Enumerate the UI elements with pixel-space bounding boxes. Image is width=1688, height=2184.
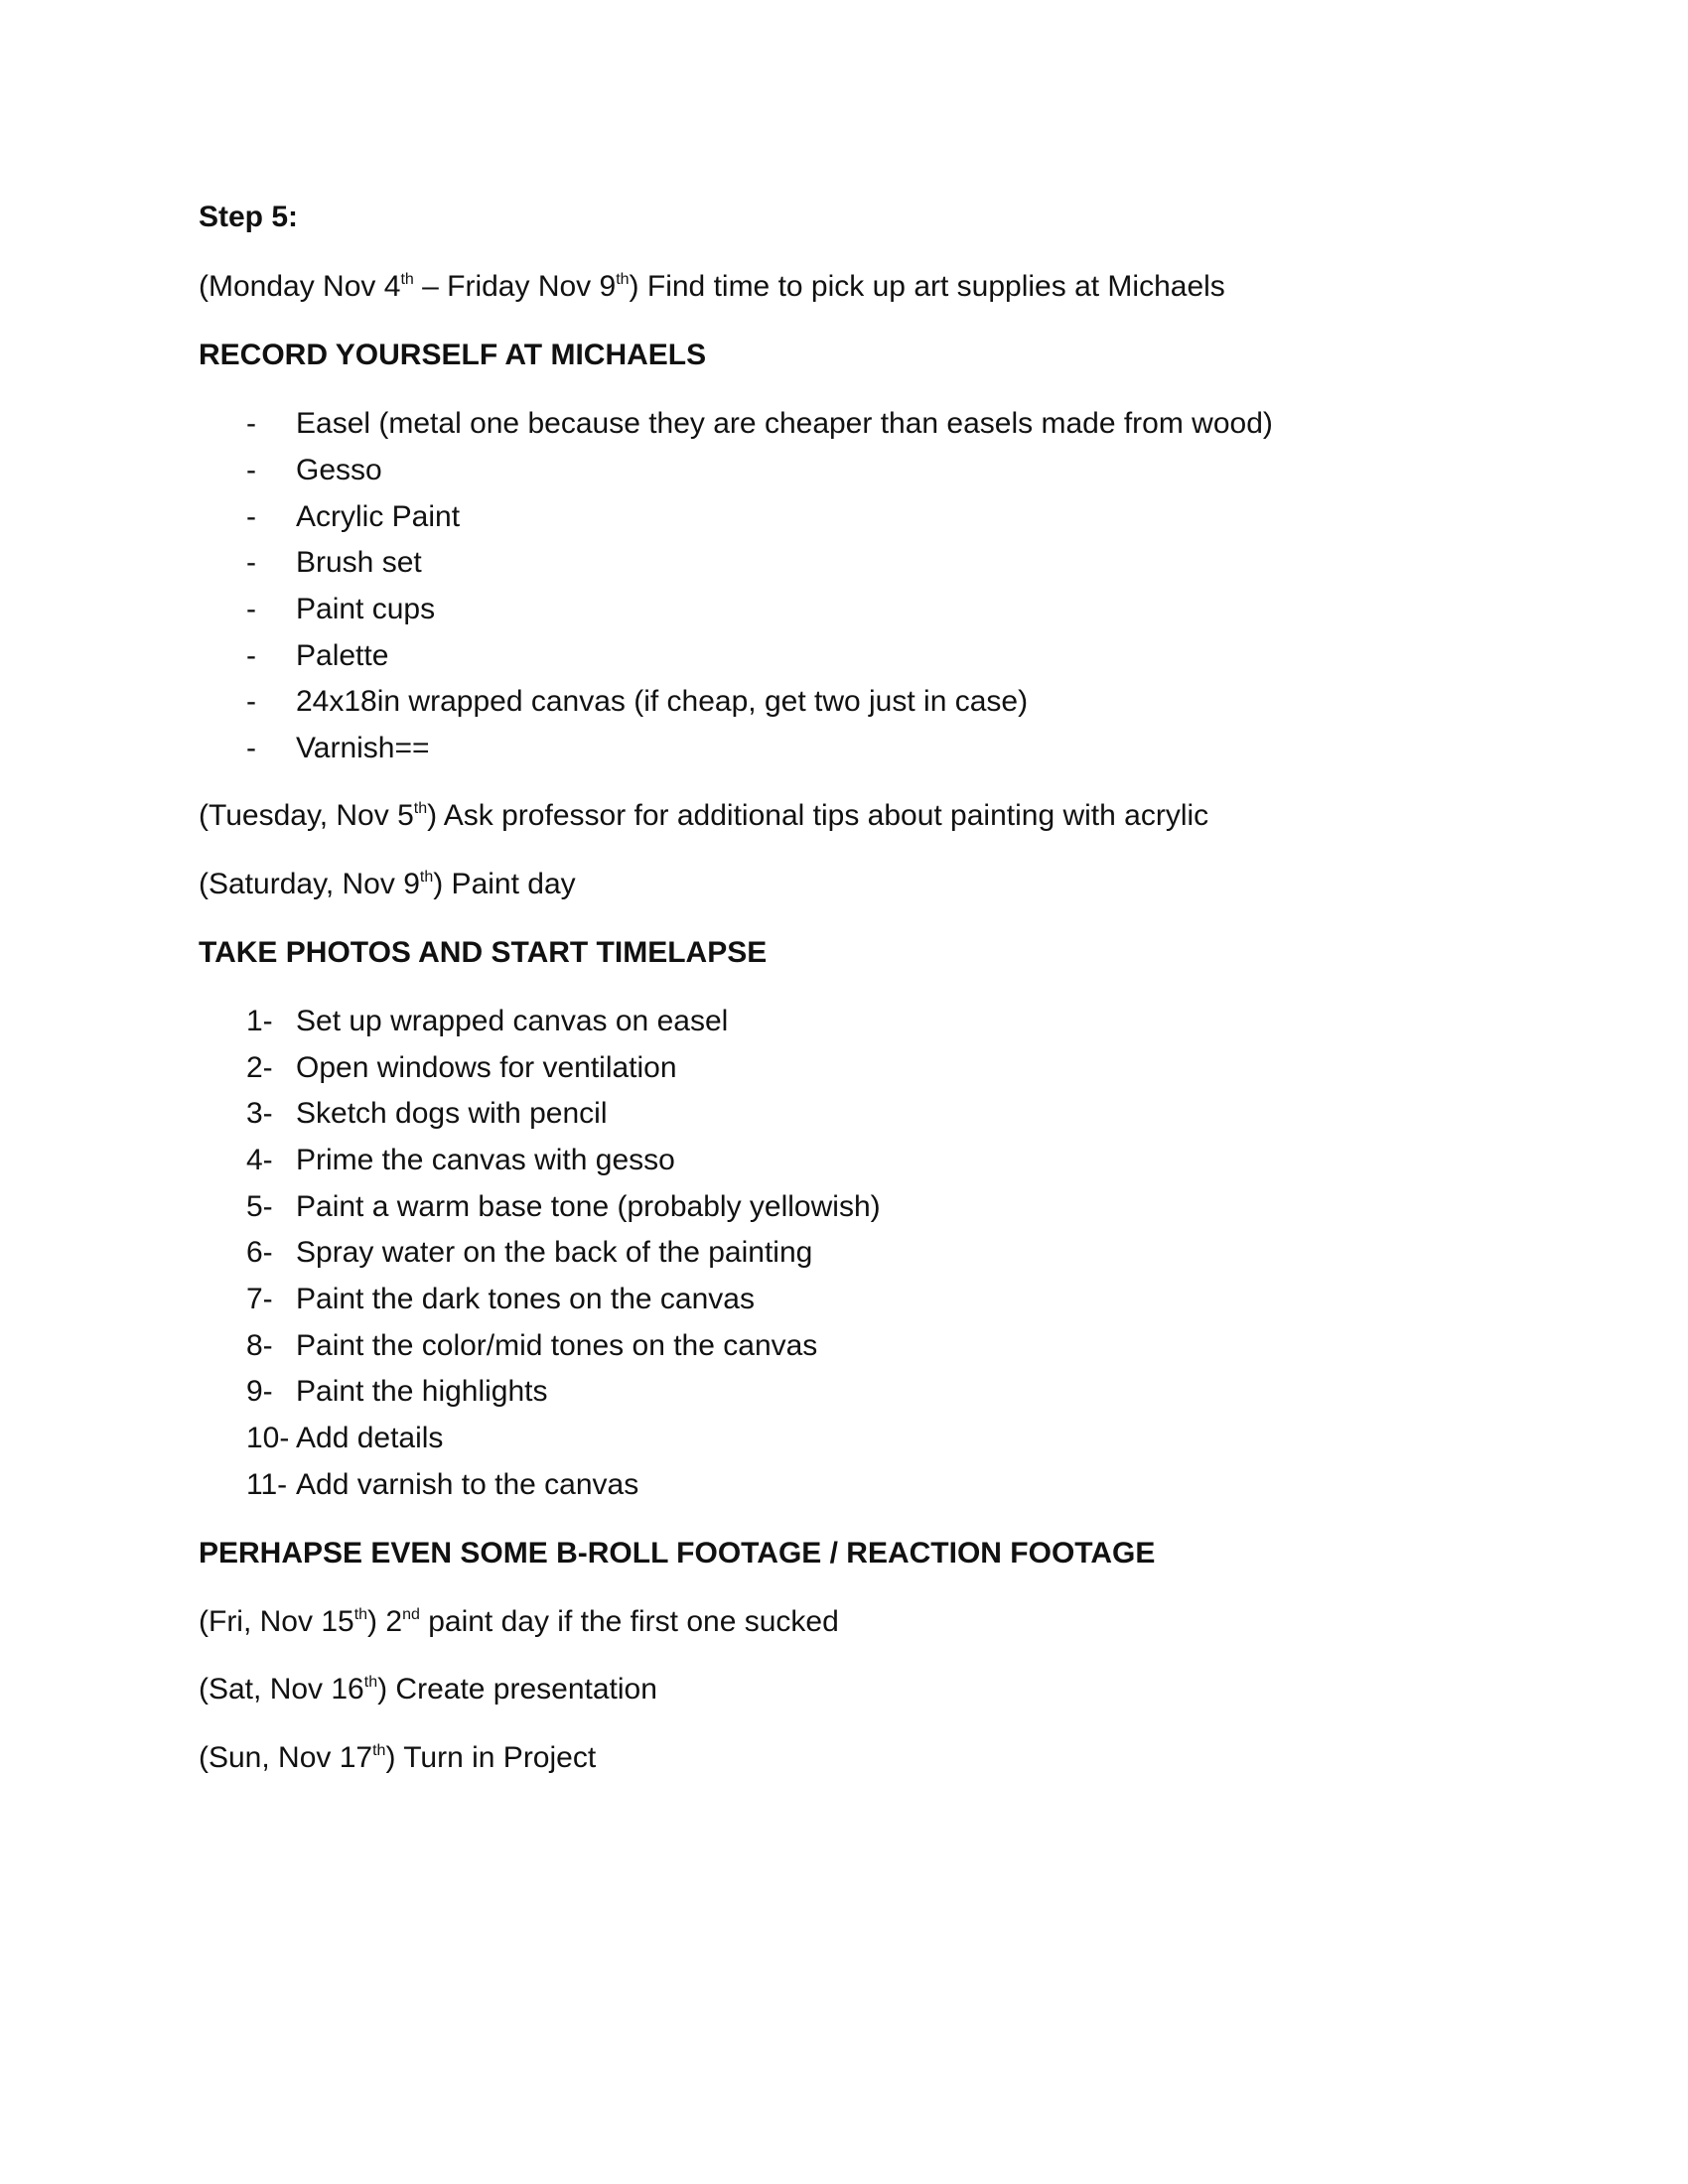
step-text: Paint the dark tones on the canvas <box>296 1283 755 1315</box>
list-item-text: Palette <box>296 639 389 672</box>
step-number: 9- <box>246 1375 273 1408</box>
step-number: 6- <box>246 1236 273 1269</box>
step-number: 11- <box>246 1468 288 1501</box>
step-number: 5- <box>246 1190 273 1223</box>
presentation-line <box>199 1672 657 1707</box>
list-item <box>246 731 430 766</box>
list-item <box>246 1096 608 1132</box>
paint-day-prefix: (Saturday, Nov 9 <box>199 868 420 900</box>
tips-suffix: ) Ask professor for additional tips about painting with acrylic <box>427 799 1209 832</box>
step-number: 3- <box>246 1097 273 1130</box>
list-item-text: Brush set <box>296 546 422 579</box>
list-item <box>246 499 460 535</box>
list-item <box>246 1004 728 1039</box>
list-item <box>246 638 388 674</box>
turn-in-sup: th <box>372 1742 386 1759</box>
step-text: Set up wrapped canvas on easel <box>296 1005 729 1037</box>
list-item <box>246 1421 443 1456</box>
supplies-date-suffix: ) Find time to pick up art supplies at Michaels <box>629 270 1225 303</box>
list-item <box>246 545 422 581</box>
supplies-date-sup2: th <box>616 271 630 288</box>
list-item <box>246 1189 881 1225</box>
paint-day-suffix: ) Paint day <box>433 868 576 900</box>
turn-in-line <box>199 1740 596 1776</box>
step-text: Paint a warm base tone (probably yellowish) <box>296 1190 881 1223</box>
presentation-sup: th <box>363 1674 378 1691</box>
step-text: Spray water on the back of the painting <box>296 1236 813 1269</box>
list-item <box>246 1374 548 1410</box>
bullet-marker: - <box>246 685 256 718</box>
supplies-date-prefix: (Monday Nov 4 <box>199 270 401 303</box>
list-item <box>246 684 1028 720</box>
bullet-marker: - <box>246 593 256 625</box>
step-number: 8- <box>246 1329 273 1362</box>
step-heading: Step 5: <box>199 201 299 233</box>
second-day-prefix: (Fri, Nov 15 <box>199 1605 354 1638</box>
bullet-marker: - <box>246 639 256 672</box>
step-number: 2- <box>246 1051 273 1084</box>
step-text: Open windows for ventilation <box>296 1051 677 1084</box>
bullet-marker: - <box>246 407 256 440</box>
bullet-marker: - <box>246 454 256 486</box>
paint-day-line <box>199 867 576 902</box>
heading-photos: TAKE PHOTOS AND START TIMELAPSE <box>199 936 768 969</box>
supplies-date-mid: – Friday Nov 9 <box>413 270 617 303</box>
second-day-line <box>199 1604 839 1640</box>
turn-in-prefix: (Sun, Nov 17 <box>199 1741 373 1774</box>
heading-broll: PERHAPSE EVEN SOME B-ROLL FOOTAGE / REACTION FOOTAGE <box>199 1537 1156 1570</box>
step-text: Prime the canvas with gesso <box>296 1144 675 1176</box>
tips-line <box>199 798 1208 834</box>
heading-record: RECORD YOURSELF AT MICHAELS <box>199 339 707 371</box>
presentation-suffix: ) Create presentation <box>377 1673 657 1706</box>
tips-sup: th <box>413 800 428 817</box>
list-item <box>246 1143 675 1178</box>
list-item <box>246 1235 812 1271</box>
step-text: Sketch dogs with pencil <box>296 1097 608 1130</box>
list-item-text: Varnish== <box>296 732 430 764</box>
second-day-sup2: nd <box>402 1606 420 1623</box>
presentation-prefix: (Sat, Nov 16 <box>199 1673 364 1706</box>
step-number: 7- <box>246 1283 273 1315</box>
step-text: Paint the highlights <box>296 1375 548 1408</box>
turn-in-suffix: ) Turn in Project <box>385 1741 597 1774</box>
supplies-date-line <box>199 269 1225 305</box>
list-item-text: Gesso <box>296 454 382 486</box>
second-day-mid: ) 2 <box>367 1605 403 1638</box>
supplies-date-sup1: th <box>400 271 414 288</box>
list-item-text: Acrylic Paint <box>296 500 461 533</box>
step-number: 1- <box>246 1005 273 1037</box>
list-item <box>246 453 382 488</box>
tips-prefix: (Tuesday, Nov 5 <box>199 799 414 832</box>
list-item <box>246 1328 817 1364</box>
step-number: 4- <box>246 1144 273 1176</box>
list-item <box>246 1467 638 1503</box>
list-item <box>246 1282 755 1317</box>
second-day-suffix: paint day if the first one sucked <box>419 1605 839 1638</box>
list-item <box>246 1050 677 1086</box>
list-item <box>246 406 1273 442</box>
bullet-marker: - <box>246 732 256 764</box>
step-number: 10- <box>246 1422 290 1454</box>
step-text: Add varnish to the canvas <box>296 1468 639 1501</box>
list-item <box>246 592 435 627</box>
paint-day-sup: th <box>419 869 434 886</box>
list-item-text: Paint cups <box>296 593 436 625</box>
bullet-marker: - <box>246 546 256 579</box>
second-day-sup1: th <box>353 1606 368 1623</box>
bullet-marker: - <box>246 500 256 533</box>
step-text: Add details <box>296 1422 444 1454</box>
list-item-text: Easel (metal one because they are cheaper than easels made from wood) <box>296 407 1273 440</box>
step-text: Paint the color/mid tones on the canvas <box>296 1329 818 1362</box>
list-item-text: 24x18in wrapped canvas (if cheap, get two just in case) <box>296 685 1029 718</box>
